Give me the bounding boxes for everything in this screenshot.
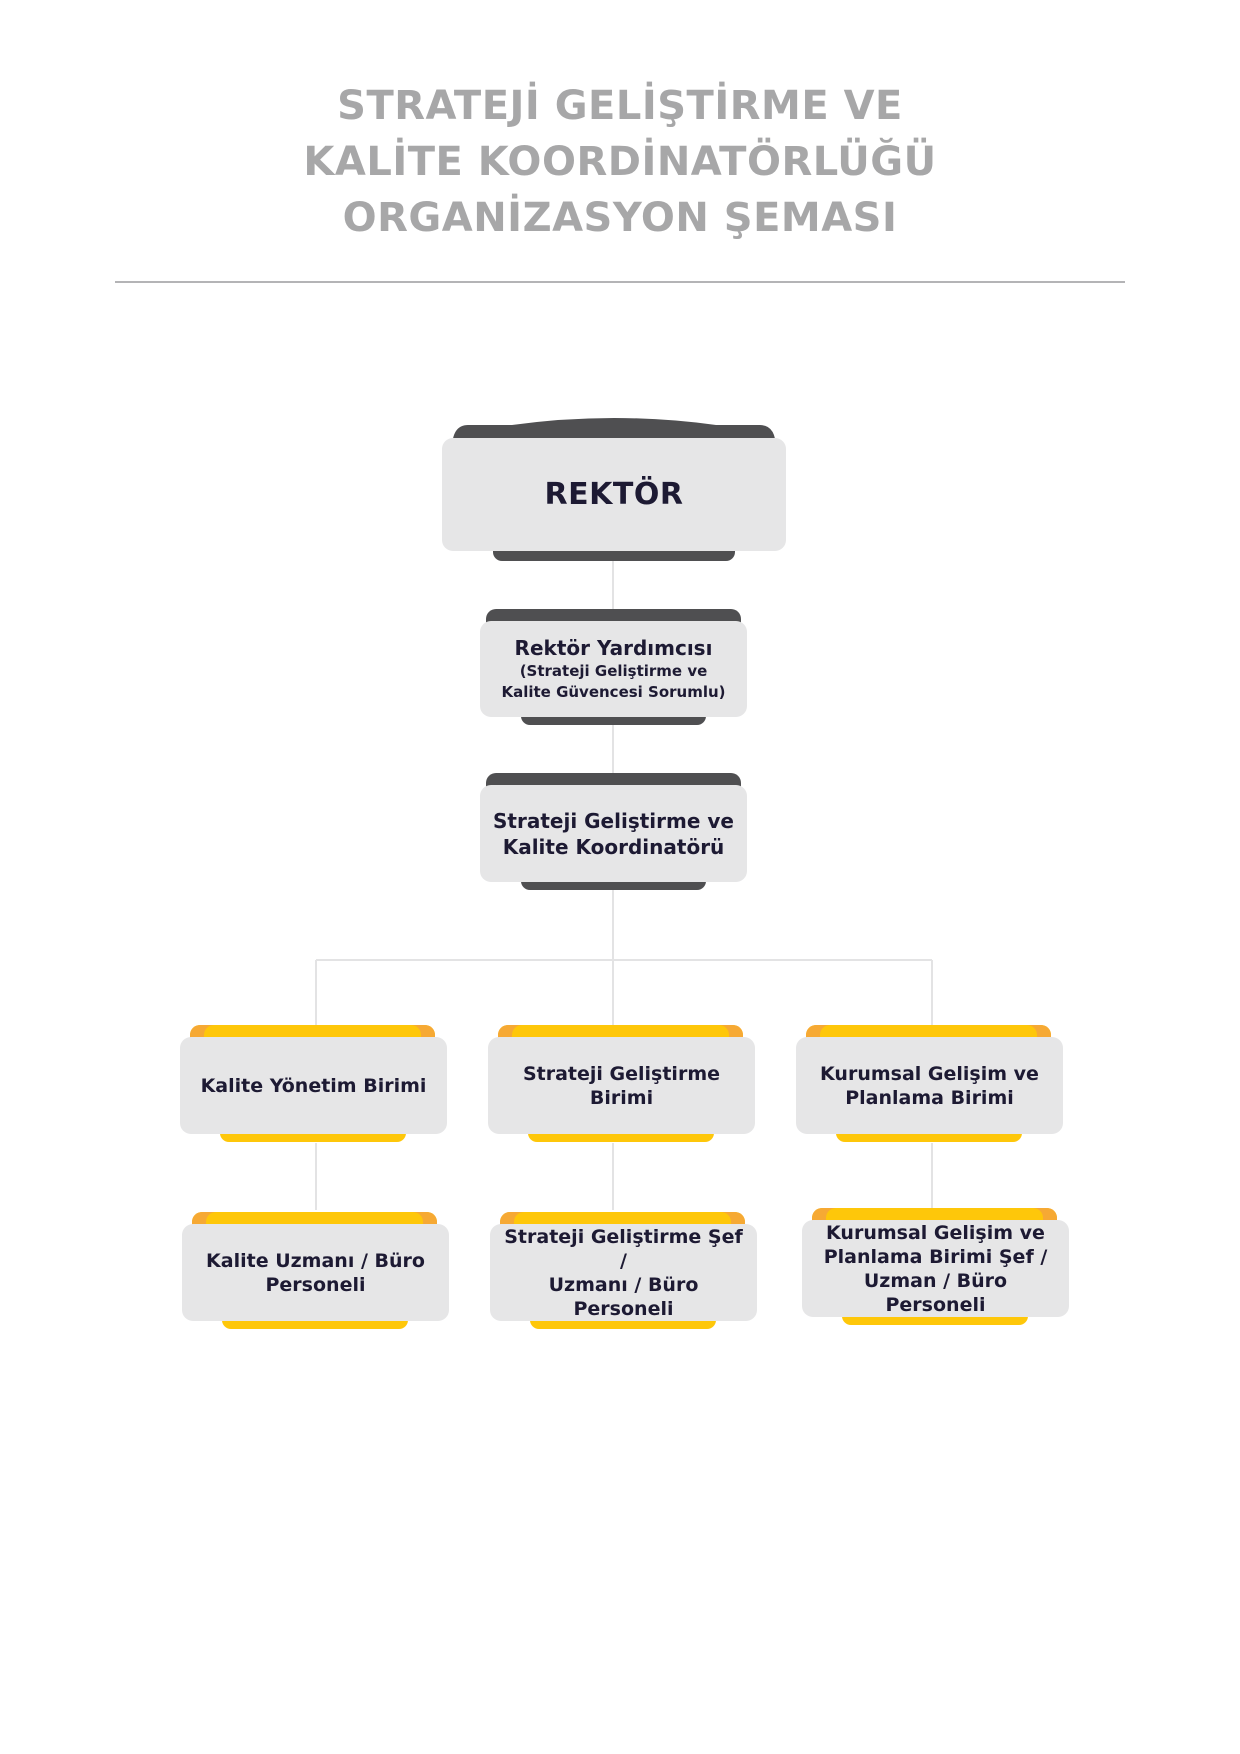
staff-kalite	[182, 1212, 449, 1329]
rektor-yardimcisi-node	[480, 609, 747, 727]
koordinator-line-1: Strateji Geliştirme ve	[493, 808, 734, 833]
koordinator-line-2: Kalite Koordinatörü	[502, 834, 725, 859]
staff-1-box	[182, 1224, 449, 1321]
staff-2-line-1: Strateji Geliştirme Şef /	[504, 1225, 743, 1272]
unit-3-line-2: Planlama Birimi	[845, 1086, 1014, 1109]
unit-strateji-gelistirme	[488, 1025, 755, 1142]
yardimci-box	[480, 621, 747, 717]
unit-3-box	[796, 1037, 1063, 1134]
koordinator-node	[480, 773, 747, 890]
title-line-1: STRATEJİ GELİŞTİRME VE	[337, 83, 903, 129]
staff-strateji	[490, 1212, 757, 1329]
yardimci-subtitle-line-2: Kalite Güvencesi Sorumlu)	[501, 683, 726, 701]
unit-kalite-yonetim	[180, 1025, 447, 1142]
rektor-box	[442, 438, 786, 551]
yardimci-subtitle-line-1: (Strateji Geliştirme ve	[519, 662, 708, 680]
title-line-2: KALİTE KOORDİNATÖRLÜĞÜ	[303, 139, 937, 185]
staff-kurumsal	[802, 1208, 1069, 1325]
staff-1-line-2: Personeli	[265, 1273, 366, 1296]
staff-1-line-1: Kalite Uzmanı / Büro	[206, 1249, 425, 1272]
staff-3-line-3: Uzman / Büro Personeli	[863, 1269, 1008, 1316]
unit-2-box	[488, 1037, 755, 1134]
staff-3-box	[802, 1220, 1069, 1317]
staff-2-line-2: Uzmanı / Büro Personeli	[548, 1273, 699, 1320]
unit-2-line-1: Strateji Geliştirme	[522, 1062, 721, 1085]
unit-kurumsal-gelisim	[796, 1025, 1063, 1142]
yardimci-title: Rektör Yardımcısı	[514, 636, 713, 660]
unit-1-line-1: Kalite Yönetim Birimi	[200, 1074, 427, 1097]
unit-1-box	[180, 1037, 447, 1134]
title-line-3: ORGANİZASYON ŞEMASI	[342, 195, 898, 241]
staff-3-line-1: Kurumsal Gelişim ve	[826, 1221, 1045, 1244]
unit-2-line-2: Birimi	[589, 1086, 654, 1109]
rektor-label: REKTÖR	[544, 477, 684, 512]
staff-2-box	[490, 1224, 757, 1321]
unit-3-line-1: Kurumsal Gelişim ve	[820, 1062, 1039, 1085]
rektor-node	[442, 415, 786, 561]
koordinator-box	[480, 785, 747, 882]
staff-3-line-2: Planlama Birimi Şef /	[823, 1245, 1048, 1268]
